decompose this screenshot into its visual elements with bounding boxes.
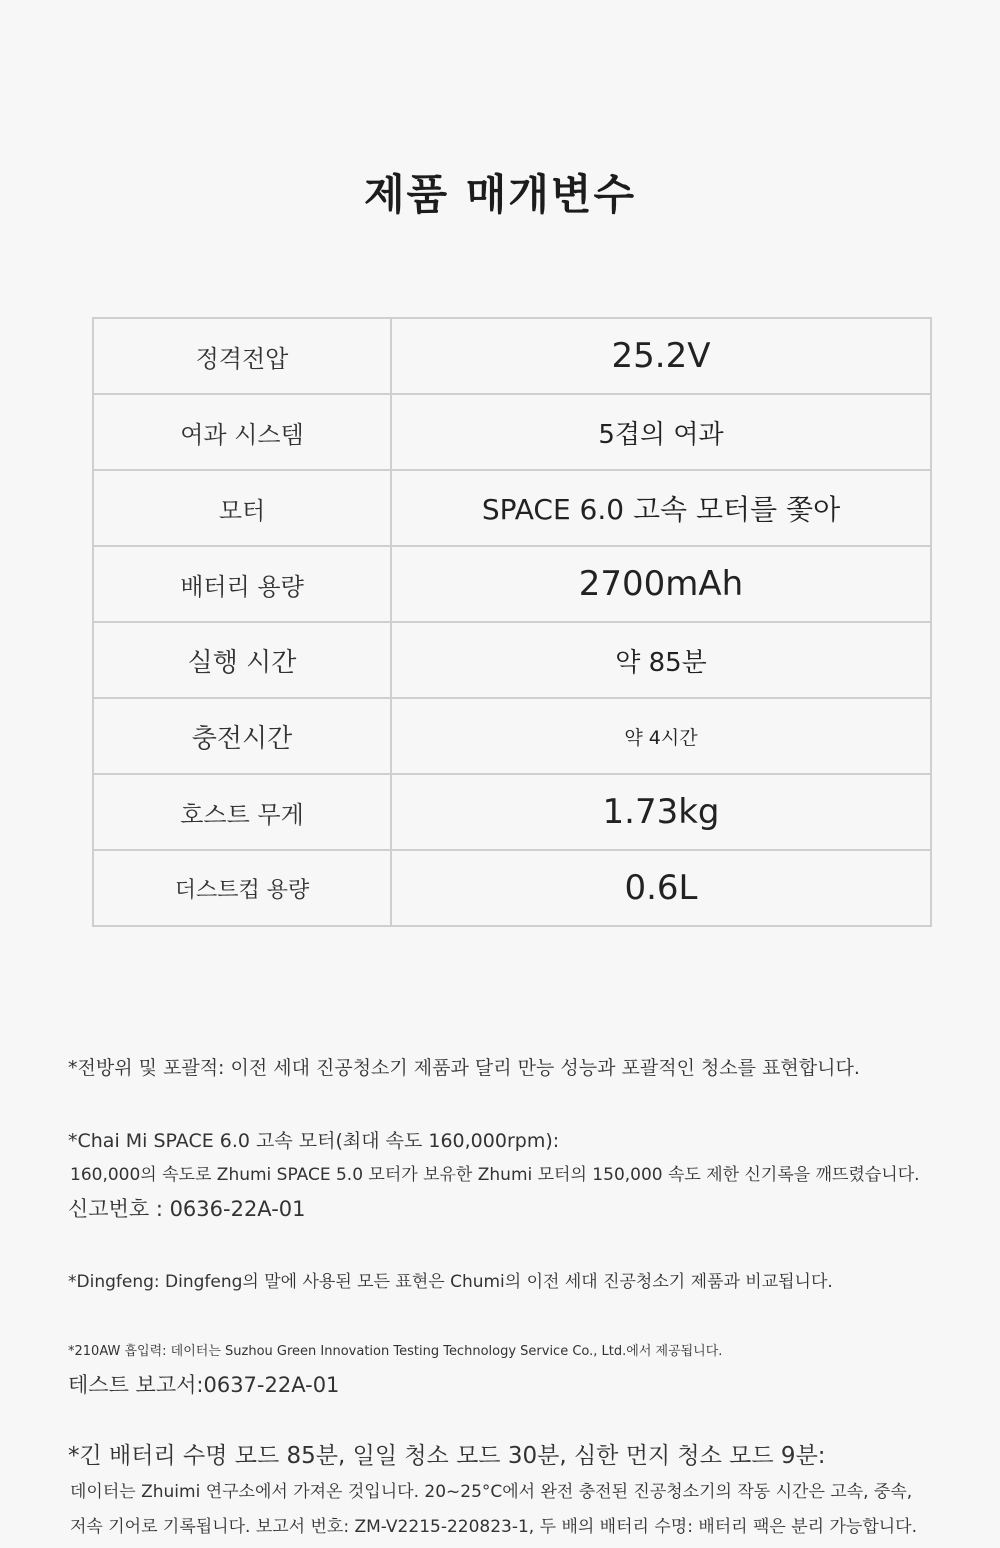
spec-table <box>92 317 932 927</box>
spec-value: SPACE 6.0 고속 모터를 쫓아 <box>391 470 931 546</box>
spec-key: 호스트 무게 <box>93 774 391 850</box>
table-row <box>93 546 931 622</box>
footnote-battery-title: *긴 배터리 수명 모드 85분, 일일 청소 모드 30분, 심한 먼지 청소 모드 9분: <box>68 1443 826 1469</box>
spec-key: 더스트컵 용량 <box>93 850 391 926</box>
page-title: 제품 매개변수 <box>363 170 637 219</box>
spec-key: 실행 시간 <box>93 622 391 698</box>
table-row <box>93 774 931 850</box>
footnote-motor-report: 신고번호 : 0636-22A-01 <box>68 1197 306 1221</box>
table-row <box>93 698 931 774</box>
spec-key: 정격전압 <box>93 318 391 394</box>
table-row <box>93 470 931 546</box>
spec-key: 여과 시스템 <box>93 394 391 470</box>
spec-key: 모터 <box>93 470 391 546</box>
spec-key: 배터리 용량 <box>93 546 391 622</box>
table-row <box>93 850 931 926</box>
spec-value: 2700mAh <box>391 546 931 622</box>
footnote-suction-report: 테스트 보고서:0637-22A-01 <box>68 1373 340 1397</box>
spec-value: 약 4시간 <box>391 698 931 774</box>
footnote-omnidirectional: *전방위 및 포괄적: 이전 세대 진공청소기 제품과 달리 만능 성능과 포괄적인 청소를 표현합니다. <box>68 1057 860 1079</box>
table-row <box>93 318 931 394</box>
spec-value: 약 85분 <box>391 622 931 698</box>
footnote-motor-title: *Chai Mi SPACE 6.0 고속 모터(최대 속도 160,000rpm): <box>68 1130 560 1152</box>
spec-value: 5겹의 여과 <box>391 394 931 470</box>
footnote-dingfeng: *Dingfeng: Dingfeng의 말에 사용된 모든 표현은 Chumi의 이전 세대 진공청소기 제품과 비교됩니다. <box>68 1272 833 1292</box>
spec-key: 충전시간 <box>93 698 391 774</box>
footnote-motor-body: 160,000의 속도로 Zhumi SPACE 5.0 모터가 보유한 Zhumi 모터의 150,000 속도 제한 신기록을 깨뜨렸습니다. <box>70 1165 920 1185</box>
table-row <box>93 394 931 470</box>
footnote-battery-line1: 데이터는 Zhuimi 연구소에서 가져온 것입니다. 20~25°C에서 완전 충전된 진공청소기의 작동 시간은 고속, 중속, <box>70 1482 913 1502</box>
footnote-battery-line2: 저속 기어로 기록됩니다. 보고서 번호: ZM-V2215-220823-1, 두 배의 배터리 수명: 배터리 팩은 분리 가능합니다. <box>70 1517 918 1537</box>
spec-value: 1.73kg <box>391 774 931 850</box>
spec-value: 25.2V <box>391 318 931 394</box>
table-row <box>93 622 931 698</box>
spec-value: 0.6L <box>391 850 931 926</box>
footnote-suction: *210AW 흡입력: 데이터는 Suzhou Green Innovation Testing Technology Service Co., Ltd.에서 제공됩니다. <box>68 1344 723 1359</box>
